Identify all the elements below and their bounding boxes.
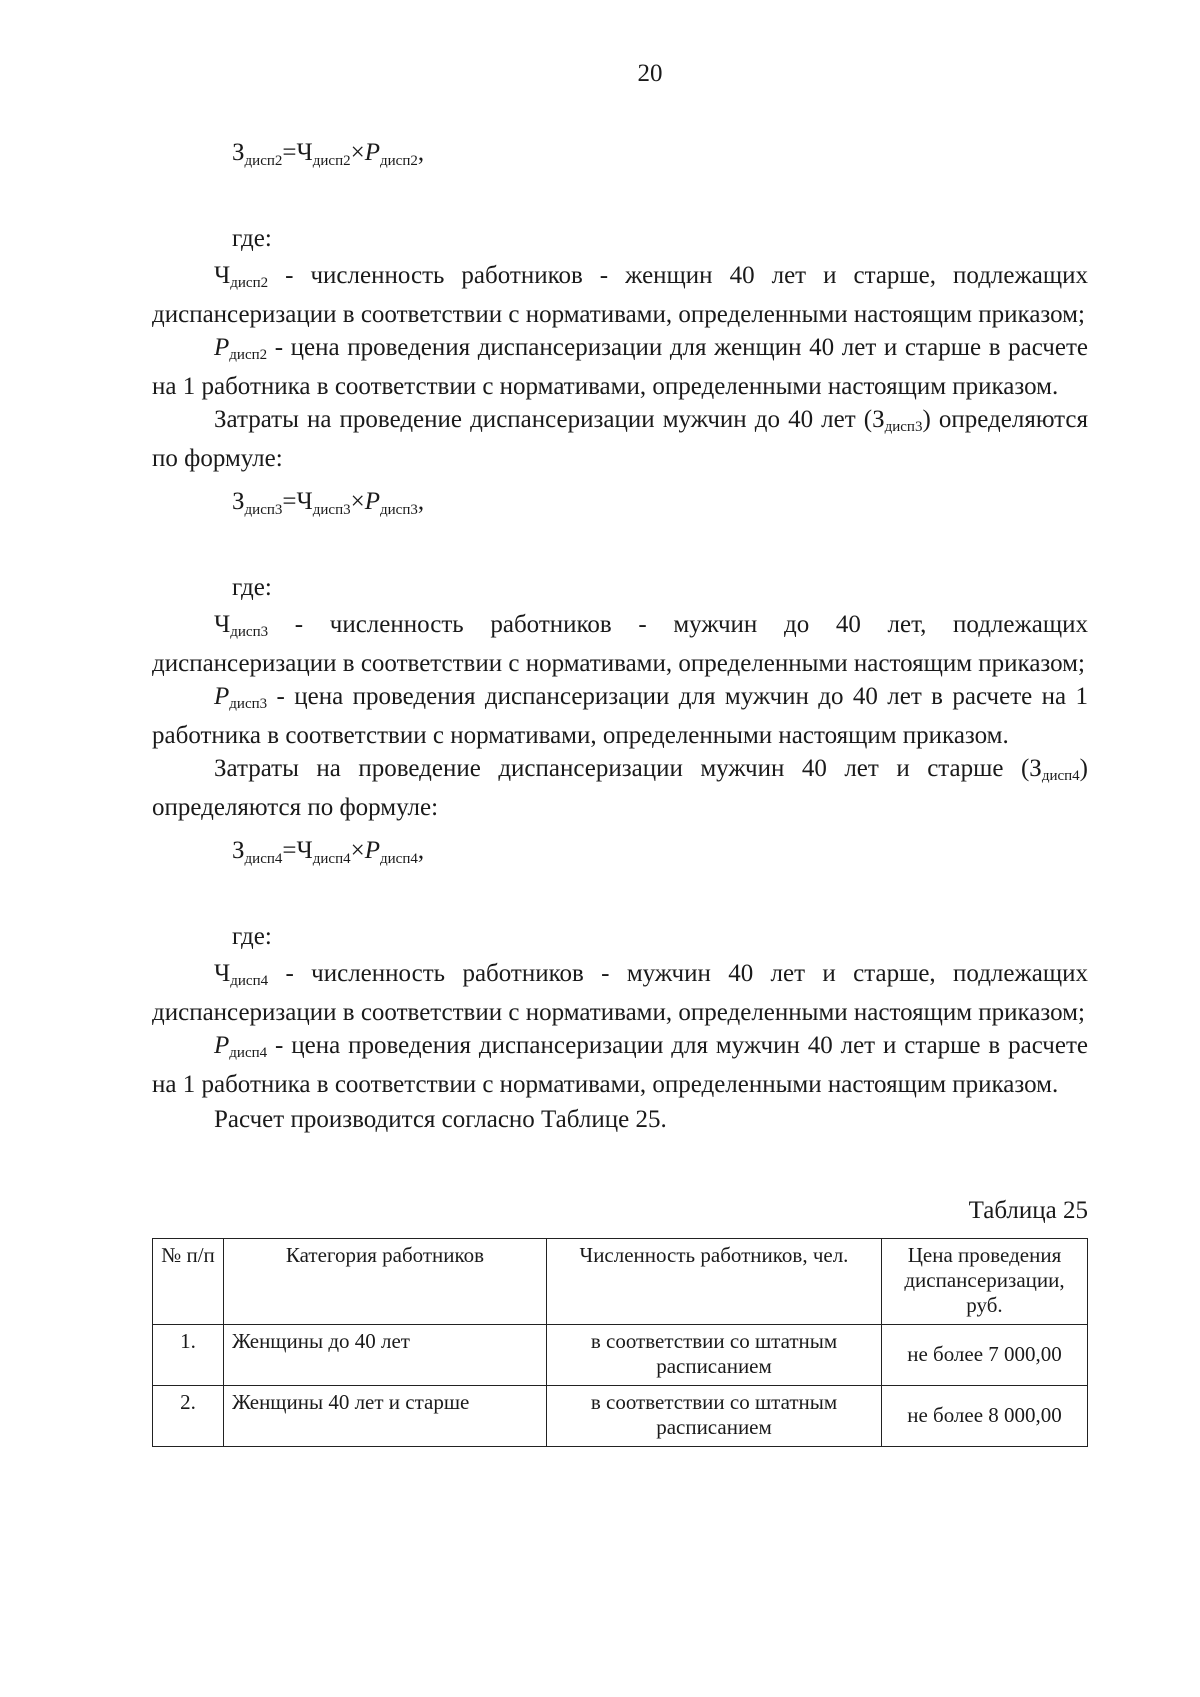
header-price: Цена проведения диспансеризации, руб. <box>882 1239 1088 1325</box>
variable-symbol: Ч <box>214 611 231 638</box>
where-label: где: <box>232 923 272 950</box>
paragraph-text: Расчет производится согласно Таблице 25. <box>214 1106 667 1133</box>
variable-subscript: дисп3 <box>884 419 923 435</box>
formula-symbol: , <box>417 139 425 166</box>
paragraph <box>152 404 1088 474</box>
variable-subscript: дисп2 <box>229 347 268 363</box>
formula-subscript: дисп3 <box>312 502 351 518</box>
variable-symbol: P <box>214 334 230 361</box>
formula-symbol: × <box>350 837 365 864</box>
page-number: 20 <box>637 60 663 87</box>
table-row <box>153 1325 1088 1386</box>
variable-subscript: дисп3 <box>229 696 268 712</box>
row-number: 2. <box>153 1386 224 1447</box>
paragraph-text: - цена проведения диспансеризации для женщин 40 лет и старше в расчете на 1 работника в соответствии с нормативами, определенными настоящим приказом. <box>152 334 1088 400</box>
header-category: Категория работников <box>224 1239 547 1325</box>
variable-subscript: дисп4 <box>1041 768 1080 784</box>
paragraph-text: Затраты на проведение диспансеризации мужчин 40 лет и старше (З <box>214 755 1042 782</box>
paragraph <box>152 1104 1088 1135</box>
paragraph <box>152 681 1088 751</box>
formula-subscript: дисп2 <box>312 153 351 169</box>
paragraph-text: Затраты на проведение диспансеризации мужчин до 40 лет (З <box>214 406 885 433</box>
formula-subscript: дисп4 <box>244 851 283 867</box>
paragraph-text: - цена проведения диспансеризации для мужчин 40 лет и старше в расчете на 1 работника в соответствии с нормативами, определенными настоящим приказом. <box>152 1032 1088 1098</box>
variable-symbol: P <box>214 1032 230 1059</box>
row-price: не более 7 000,00 <box>882 1325 1088 1386</box>
variable-symbol: P <box>214 683 230 710</box>
where-label: где: <box>232 225 272 252</box>
formula-symbol: , <box>417 488 425 515</box>
paragraph <box>152 1030 1088 1100</box>
paragraph-text: ) определяются по формуле: <box>152 406 1088 472</box>
formula-subscript: дисп4 <box>380 851 418 867</box>
formula <box>232 835 1088 875</box>
paragraph <box>152 753 1088 823</box>
formula-symbol: З <box>232 837 245 864</box>
table-header-row <box>153 1239 1088 1325</box>
variable-symbol: Ч <box>214 262 231 289</box>
formula-subscript: дисп3 <box>244 502 283 518</box>
formula-symbol: × <box>350 488 365 515</box>
formula-subscript: дисп2 <box>244 153 283 169</box>
variable-symbol: Ч <box>214 960 231 987</box>
formula-subscript: дисп4 <box>312 851 351 867</box>
variable-subscript: дисп4 <box>230 973 269 989</box>
formula-symbol: =Ч <box>282 837 313 864</box>
paragraph <box>152 958 1088 1028</box>
row-price: не более 8 000,00 <box>882 1386 1088 1447</box>
paragraph-text: - численность работников - мужчин 40 лет и старше, подлежащих диспансеризации в соответствии с нормативами, определенными настоящим приказом; <box>152 960 1088 1026</box>
paragraph-text: ) определяются по формуле: <box>152 755 1088 821</box>
where-label: где: <box>232 574 272 601</box>
table-caption: Таблица 25 <box>968 1197 1088 1224</box>
formula-symbol: З <box>232 488 245 515</box>
formula-symbol: P <box>364 139 380 166</box>
table-row <box>153 1386 1088 1447</box>
formula <box>232 137 1088 177</box>
formula-symbol: , <box>417 837 425 864</box>
formula-subscript: дисп2 <box>380 153 418 169</box>
formula-subscript: дисп3 <box>380 502 418 518</box>
header-count: Численность работников, чел. <box>547 1239 882 1325</box>
row-number: 1. <box>153 1325 224 1386</box>
cost-table <box>152 1238 1088 1447</box>
document-body <box>152 137 1088 1135</box>
formula-symbol: P <box>364 488 380 515</box>
formula-symbol: =Ч <box>282 488 313 515</box>
variable-subscript: дисп3 <box>230 624 269 640</box>
formula-symbol: =Ч <box>282 139 313 166</box>
formula <box>232 486 1088 526</box>
row-count: в соответствии со штатным расписанием <box>547 1325 882 1386</box>
variable-subscript: дисп4 <box>229 1045 268 1061</box>
paragraph-text: - численность работников - женщин 40 лет и старше, подлежащих диспансеризации в соответствии с нормативами, определенными настоящим приказом; <box>152 262 1088 328</box>
row-category: Женщины до 40 лет <box>224 1325 547 1386</box>
formula-symbol: З <box>232 139 245 166</box>
formula-symbol: × <box>350 139 365 166</box>
row-count: в соответствии со штатным расписанием <box>547 1386 882 1447</box>
paragraph-text: - численность работников - мужчин до 40 лет, подлежащих диспансеризации в соответствии с нормативами, определенными настоящим приказом; <box>152 611 1088 677</box>
paragraph <box>152 260 1088 330</box>
paragraph <box>152 609 1088 679</box>
formula-symbol: P <box>364 837 380 864</box>
row-category: Женщины 40 лет и старше <box>224 1386 547 1447</box>
paragraph <box>152 332 1088 402</box>
paragraph-text: - цена проведения диспансеризации для мужчин до 40 лет в расчете на 1 работника в соответствии с нормативами, определенными настоящим приказом. <box>152 683 1088 749</box>
header-number: № п/п <box>153 1239 224 1325</box>
variable-subscript: дисп2 <box>230 275 269 291</box>
